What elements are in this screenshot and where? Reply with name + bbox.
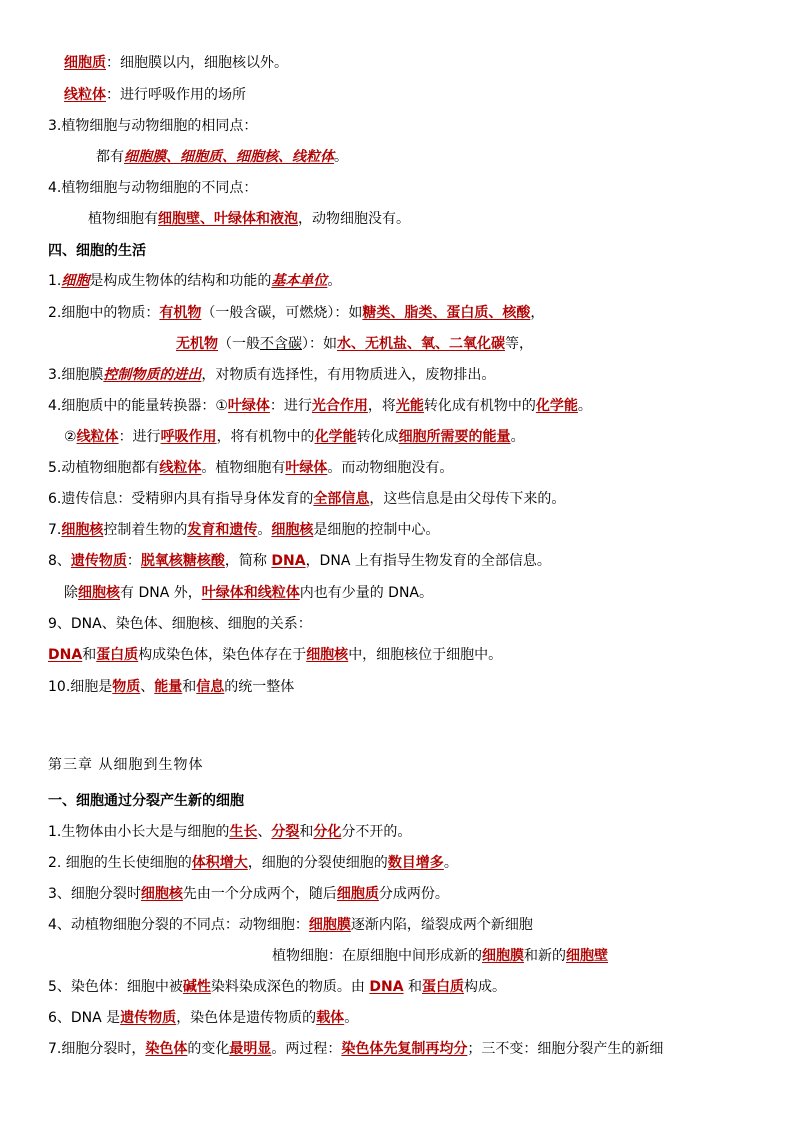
text-line (48, 852, 458, 874)
keyword: 载体 (316, 1010, 345, 1026)
text-segment: 2. 细胞的生长使细胞的 (48, 855, 192, 871)
text-line (64, 426, 525, 448)
keyword: 细胞核 (78, 585, 120, 601)
text-segment: 中，细胞核位于细胞中。 (348, 647, 503, 663)
text-line (48, 1007, 358, 1029)
text-line (176, 333, 533, 355)
text-segment: ，细胞的分裂使细胞的 (247, 855, 388, 871)
keyword: 细胞壁、叶绿体和液泡 (158, 211, 298, 227)
keyword: 无机物 (176, 336, 218, 352)
text-segment: 是构成生物体的结构和功能的 (89, 273, 272, 289)
text-segment: ，将 (367, 398, 396, 414)
text-segment: 植物细胞有 (88, 211, 158, 227)
text-segment: 的统一整体 (224, 679, 295, 695)
text-segment: 。 (257, 522, 272, 538)
keyword: DNA (48, 647, 83, 663)
text-segment: 6.遗传信息：受精卵内具有指导身体发育的 (48, 491, 314, 507)
text-line (48, 395, 592, 417)
text-segment: 除 (64, 585, 78, 601)
text-segment: 的变化 (187, 1041, 230, 1057)
keyword: 全部信息 (313, 491, 370, 507)
text-line (64, 582, 433, 604)
text-segment: ）：如 (302, 336, 337, 352)
text-line (48, 1038, 663, 1060)
text-segment: 3、细胞分裂时 (48, 886, 141, 902)
keyword: 细胞质 (336, 886, 379, 902)
text-segment: ，这些信息是由父母传下来的。 (369, 491, 566, 507)
text-line (48, 883, 449, 905)
text-segment: 。植物细胞有 (201, 460, 286, 476)
keyword: 细胞 (61, 273, 90, 289)
text-segment: 10.细胞是 (48, 679, 113, 695)
text-segment: 。两过程： (271, 1041, 342, 1057)
keyword: 控制物质的进出 (103, 367, 202, 383)
text-line (48, 240, 146, 262)
text-segment: 4.细胞质中的能量转换器：① (48, 398, 228, 414)
text-segment: 分不开的。 (341, 824, 412, 840)
keyword: 化学能 (314, 429, 357, 445)
text-segment: 控制着生物的 (103, 522, 188, 538)
keyword: DNA (271, 553, 306, 569)
text-segment: 和 (403, 979, 423, 995)
text-segment: 、 (257, 824, 272, 840)
keyword: 遗传物质 (70, 553, 127, 569)
keyword: 最明显 (229, 1041, 272, 1057)
text-segment: 先由一个分成两个，随后 (182, 886, 337, 902)
text-segment: （一般含碳，可燃烧）：如 (201, 305, 363, 321)
text-segment: 2.细胞中的物质： (48, 305, 160, 321)
text-segment: 6、DNA 是 (48, 1010, 121, 1026)
text-line (272, 945, 608, 967)
text-segment: 5、染色体：细胞中被 (48, 979, 183, 995)
text-line (48, 488, 565, 510)
text-segment: 、 (140, 679, 155, 695)
text-segment: 。而动物细胞没有。 (327, 460, 454, 476)
text-line (88, 208, 410, 230)
section-heading: 四、细胞的生活 (48, 243, 146, 259)
text-segment: 3.细胞膜 (48, 367, 104, 383)
text-segment: 。 (443, 855, 458, 871)
text-segment: 1. (48, 273, 62, 289)
text-segment: 都有 (96, 149, 124, 165)
text-segment: ： (126, 553, 141, 569)
keyword: 细胞核 (271, 522, 314, 538)
text-segment: ：进行 (118, 429, 161, 445)
keyword: 叶绿体 (227, 398, 270, 414)
keyword: 化学能 (535, 398, 578, 414)
text-segment: 3.植物细胞与动物细胞的相同点： (48, 118, 258, 134)
keyword: 水、无机盐、氧、二氧化碳 (337, 336, 505, 352)
text-line (96, 146, 348, 168)
keyword: 细胞壁 (566, 948, 608, 964)
text-segment: ：进行 (269, 398, 312, 414)
text-line (48, 550, 551, 572)
text-segment: 和 (182, 679, 197, 695)
text-segment: 植物细胞：在原细胞中间形成新的 (272, 948, 482, 964)
text-segment: 有 DNA 外， (120, 585, 202, 601)
text-segment: 和 (82, 647, 97, 663)
text-segment: 逐渐内陷，缢裂成两个新细胞 (350, 917, 533, 933)
keyword: 糖类、脂类、蛋白质、核酸 (362, 305, 531, 321)
keyword: 细胞膜、细胞质、细胞核、线粒体 (124, 149, 334, 165)
keyword: 光合作用 (311, 398, 368, 414)
text-segment: （一般 (218, 336, 260, 352)
text-line (48, 976, 506, 998)
keyword: 蛋白质 (422, 979, 465, 995)
text-segment: 和新的 (524, 948, 566, 964)
keyword: 叶绿体 (285, 460, 328, 476)
keyword: 呼吸作用 (160, 429, 217, 445)
keyword: 碱性 (182, 979, 211, 995)
text-line (48, 754, 203, 776)
text-segment: ：进行呼吸作用的场所 (106, 87, 246, 103)
text-line (48, 177, 257, 199)
keyword: 物质 (112, 679, 141, 695)
text-segment: ，染色体是遗传物质的 (176, 1010, 317, 1026)
keyword: 细胞膜 (308, 917, 351, 933)
keyword: 分化 (313, 824, 342, 840)
text-segment: 构成。 (464, 979, 507, 995)
text-segment: 9、DNA、染色体、细胞核、细胞的关系： (48, 616, 312, 632)
keyword: 发育和遗传 (187, 522, 258, 538)
text-line (48, 644, 502, 666)
keyword: 线粒体 (76, 429, 119, 445)
text-segment: 。 (334, 149, 348, 165)
text-segment: ， (530, 305, 545, 321)
section-heading: 第三章 从细胞到生物体 (48, 757, 204, 773)
keyword: 数目增多 (387, 855, 444, 871)
text-segment: ：细胞膜以内，细胞核以外。 (106, 55, 288, 71)
keyword: 线粒体 (159, 460, 202, 476)
keyword: 线粒体 (64, 87, 106, 103)
text-segment: 8、 (48, 553, 71, 569)
text-line (48, 790, 244, 812)
text-segment: 1.生物体由小长大是与细胞的 (48, 824, 230, 840)
text-line (48, 302, 544, 324)
text-segment: ，简称 (224, 553, 272, 569)
text-segment: 4、动植物细胞分裂的不同点：动物细胞： (48, 917, 309, 933)
text-segment: ，动物细胞没有。 (298, 211, 410, 227)
text-segment: 转化成 (356, 429, 399, 445)
text-line (48, 519, 439, 541)
keyword: 信息 (196, 679, 225, 695)
text-segment: 。 (327, 273, 342, 289)
text-segment: 7.细胞分裂时， (48, 1041, 146, 1057)
text-line (48, 364, 495, 386)
keyword: 能量 (154, 679, 183, 695)
section-heading: 一、细胞通过分裂产生新的细胞 (48, 793, 244, 809)
text-segment: 5.动植物细胞都有 (48, 460, 160, 476)
keyword: 染色体 (145, 1041, 188, 1057)
keyword: 有机物 (159, 305, 202, 321)
keyword: 体积增大 (191, 855, 248, 871)
text-line (48, 457, 453, 479)
text-line (48, 115, 257, 137)
keyword: 脱氧核糖核酸 (140, 553, 225, 569)
keyword: 细胞核 (61, 522, 104, 538)
keyword: 分裂 (271, 824, 300, 840)
text-segment: 和 (299, 824, 314, 840)
keyword: 光能 (395, 398, 424, 414)
text-segment: 4.植物细胞与动物细胞的不同点： (48, 180, 258, 196)
text-segment: 7. (48, 522, 62, 538)
text-segment: ，对物质有选择性，有用物质进入，废物排出。 (201, 367, 496, 383)
keyword: 遗传物质 (120, 1010, 177, 1026)
keyword: 细胞膜 (482, 948, 524, 964)
text-line (48, 613, 312, 635)
keyword: 细胞所需要的能量 (398, 429, 511, 445)
text-segment: ，DNA 上有指导生物发育的全部信息。 (305, 553, 551, 569)
text-segment: 是细胞的控制中心。 (313, 522, 440, 538)
text-line (48, 914, 533, 936)
text-segment: ② (64, 429, 77, 445)
keyword: 蛋白质 (96, 647, 139, 663)
text-line (64, 84, 246, 106)
text-segment: 构成染色体，染色体存在于 (138, 647, 307, 663)
text-line (64, 52, 288, 74)
text-line (48, 821, 411, 843)
keyword: 染色体先复制再均分 (341, 1041, 468, 1057)
text-segment: 。 (577, 398, 592, 414)
keyword: 基本单位 (271, 273, 328, 289)
text-segment: ，将有机物中的 (216, 429, 315, 445)
text-segment: 不含碳 (260, 336, 302, 352)
text-segment: 转化成有机物中的 (423, 398, 536, 414)
keyword: 细胞核 (140, 886, 183, 902)
keyword: DNA (369, 979, 404, 995)
text-segment: 。 (344, 1010, 359, 1026)
keyword: 细胞质 (64, 55, 106, 71)
keyword: 叶绿体和线粒体 (201, 585, 300, 601)
text-segment: 。 (510, 429, 525, 445)
text-line (48, 270, 341, 292)
text-segment: ；三不变：细胞分裂产生的新细 (467, 1041, 664, 1057)
keyword: 细胞核 (306, 647, 349, 663)
text-segment: 内也有少量的 DNA。 (299, 585, 434, 601)
text-segment: 等， (505, 336, 533, 352)
keyword: 生长 (229, 824, 258, 840)
text-segment: 染料染成深色的物质。由 (210, 979, 370, 995)
text-line (48, 676, 294, 698)
text-segment: 分成两份。 (378, 886, 449, 902)
